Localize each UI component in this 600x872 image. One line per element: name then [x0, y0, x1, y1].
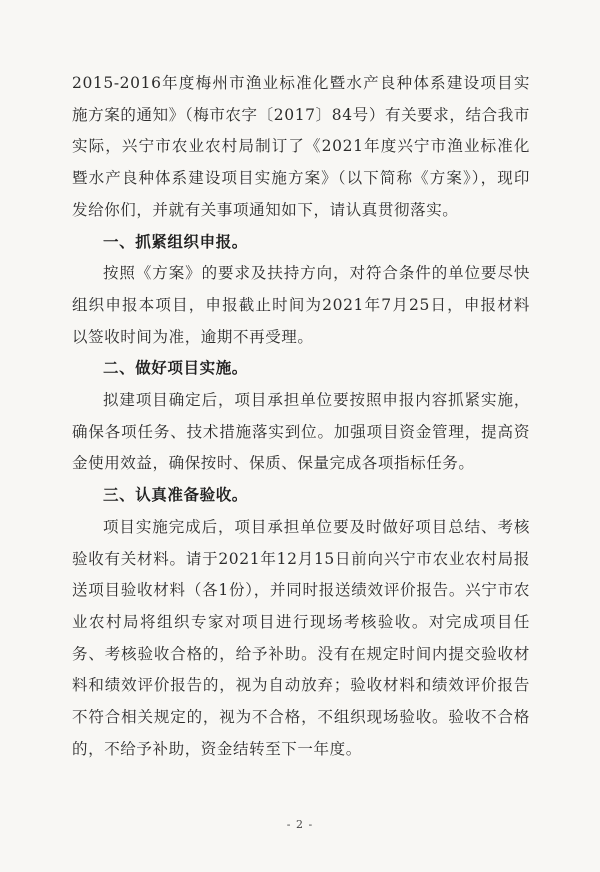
section-1-body: 按照《方案》的要求及扶持方向，对符合条件的单位要尽快组织申报本项目，申报截止时间为2021年7月25日，申报材料以签收时间为准，逾期不再受理。	[72, 264, 530, 346]
section-3-heading: 三、认真准备验收。	[103, 486, 248, 505]
page-number: - 2 -	[286, 818, 314, 831]
document-body	[72, 68, 530, 765]
section-2-body: 拟建项目确定后，项目承担单位要按照申报内容抓紧实施，确保各项任务、技术措施落实到位。加强项目资金管理，提高资金使用效益，确保按时、保质、保量完成各项指标任务。	[72, 391, 530, 473]
section-1-heading: 一、抓紧组织申报。	[103, 232, 248, 251]
section-2-heading: 二、做好项目实施。	[103, 359, 248, 378]
section-3-body: 项目实施完成后，项目承担单位要及时做好项目总结、考核验收有关材料。请于2021年12月15日前向兴宁市农业农村局报送项目验收材料（各1份），并同时报送绩效评价报告。兴宁市农业农村局将组织专家对项目进行现场考核验收。对完成项目任务、考核验收合格的，给予补助。没有在规定时间内提交验收材料和绩效评价报告的，视为自动放弃；验收材料和绩效评价报告不符合相关规定的，视为不合格，不组织现场验收。验收不合格的，不给予补助，资金结转至下一年度。	[72, 517, 530, 758]
intro-paragraph: 2015-2016年度梅州市渔业标准化暨水产良种体系建设项目实施方案的通知》（梅市农字〔2017〕84号）有关要求，结合我市实际，兴宁市农业农村局制订了《2021年度兴宁市渔业标准化暨水产良种体系建设项目实施方案》（以下简称《方案》），现印发给你们，并就有关事项通知如下，请认真贯彻落实。	[72, 74, 530, 219]
